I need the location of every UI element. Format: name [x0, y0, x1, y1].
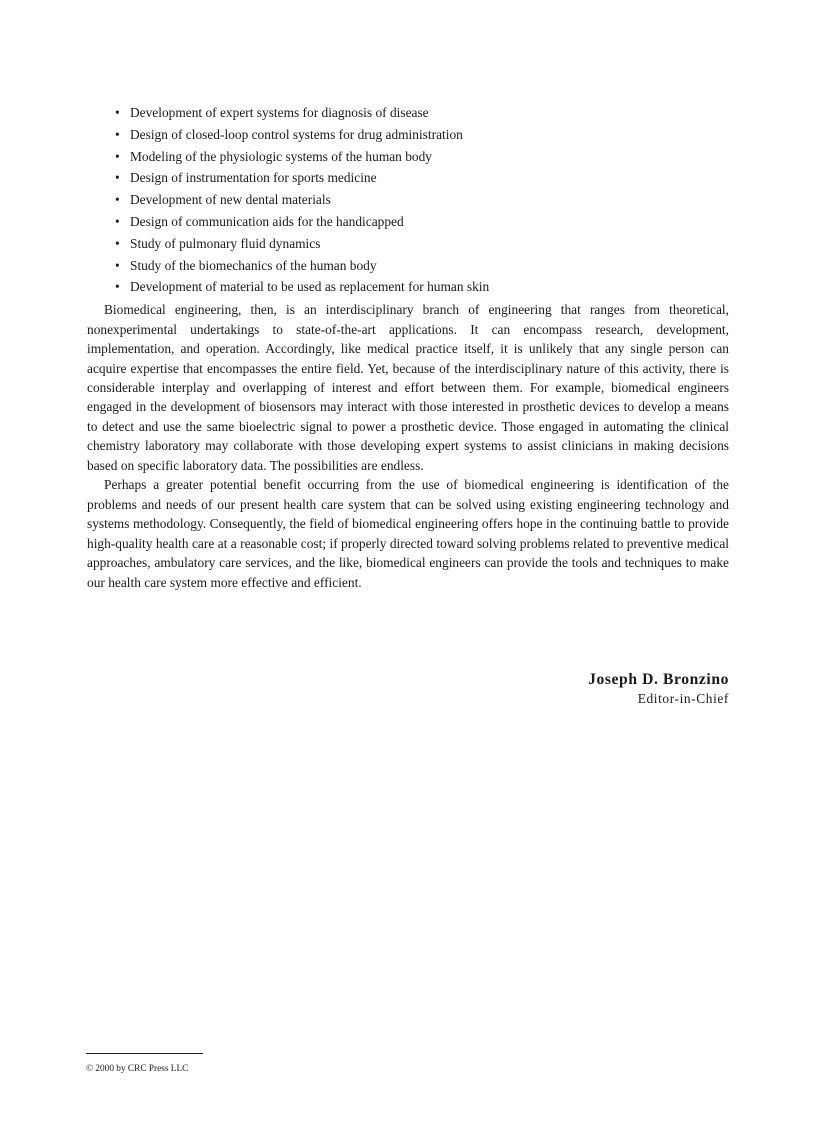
- body-paragraph-potential-benefit: Perhaps a greater potential benefit occurring from the use of biomedical engineering is identification of the problems and needs of our present health care system that can be solved using existing engineering technology and systems methodology. Consequently, the field of biomedical engineering offers hope in the continuing battle to provide high-quality health care at a reasonable cost; if properly directed toward solving problems related to preventive medical approaches, ambulatory care services, and the like, biomedical engineers can provide the tools and techniques to make our health care system more effective and efficient.: [87, 477, 729, 590]
- list-item-text: Development of expert systems for diagnosis of disease: [130, 105, 429, 120]
- list-item: [115, 167, 729, 189]
- list-item-text: Design of communication aids for the handicapped: [130, 213, 404, 229]
- list-item: [115, 276, 729, 298]
- list-item-text: Design of instrumentation for sports medicine: [130, 170, 377, 186]
- bullet-icon: •: [115, 105, 120, 120]
- footer-divider: [86, 1053, 203, 1054]
- bullet-icon: •: [115, 192, 120, 208]
- list-item-text: Design of closed-loop control systems for drug administration: [130, 126, 463, 142]
- body-paragraph-interdisciplinary: Biomedical engineering, then, is an interdisciplinary branch of engineering that ranges from theoretical, nonexperimental undertakings to state-of-the-art applications. It can encompass research, development, implementation, and operation. Accordingly, like medical practice itself, it is unlikely that any single person can acquire expertise that encompasses the entire field. Yet, because of the interdisciplinary nature of this activity, there is considerable interplay and overlapping of interest and effort between them. For example, biomedical engineers engaged in the development of biosensors may interact with those interested in prosthetic devices to develop a means to detect and use the same bioelectric signal to power a prosthetic device. Those engaged in automating the clinical chemistry laboratory may collaborate with those developing expert systems to assist clinicians in making decisions based on specific laboratory data. The possibilities are endless.: [87, 302, 729, 473]
- list-item: [115, 102, 729, 124]
- list-item: [115, 255, 729, 277]
- signature-title: Editor-in-Chief: [637, 691, 729, 706]
- list-item: [115, 189, 729, 211]
- list-item: [115, 233, 729, 255]
- bullet-icon: •: [115, 126, 120, 142]
- bullet-icon: •: [115, 279, 120, 295]
- list-item: [115, 124, 729, 146]
- bullet-icon: •: [115, 235, 120, 251]
- list-item: [115, 211, 729, 233]
- application-bullet-list: [87, 102, 729, 298]
- copyright-notice: © 2000 by CRC Press LLC: [86, 1064, 189, 1074]
- signature-block: [588, 670, 729, 708]
- list-item-text: Study of pulmonary fluid dynamics: [130, 235, 321, 251]
- list-item-text: Development of new dental materials: [130, 192, 331, 208]
- list-item-text: Development of material to be used as replacement for human skin: [130, 279, 490, 295]
- bullet-icon: •: [115, 257, 120, 273]
- bullet-icon: •: [115, 213, 120, 229]
- bullet-icon: •: [115, 170, 120, 186]
- list-item: [115, 146, 729, 168]
- list-item-text: Study of the biomechanics of the human body: [130, 257, 377, 273]
- signature-name: Joseph D. Bronzino: [588, 671, 729, 688]
- list-item-text: Modeling of the physiologic systems of the human body: [130, 148, 433, 164]
- bullet-icon: •: [115, 148, 120, 164]
- page-content: [87, 102, 729, 592]
